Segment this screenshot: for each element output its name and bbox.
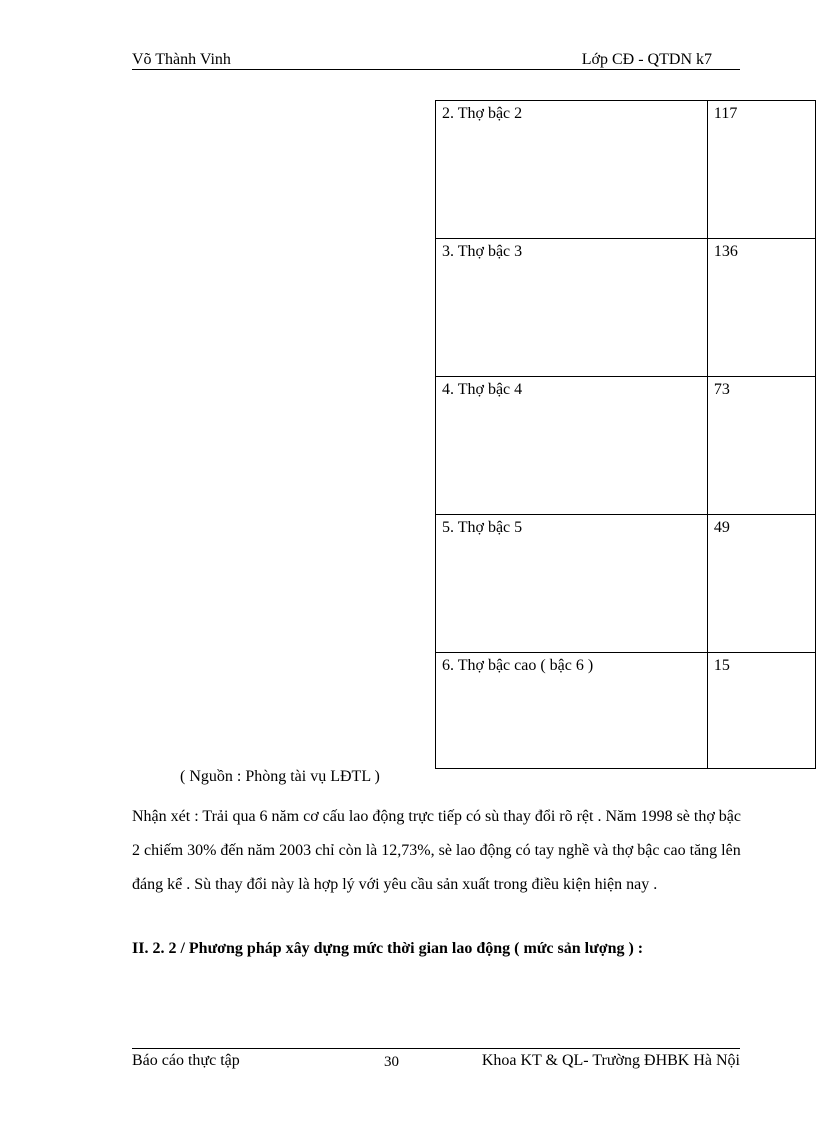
table-cell-value: 136 <box>707 239 815 377</box>
table-cell-label: 3. Thợ bậc 3 <box>436 239 708 377</box>
table-cell-value: 117 <box>707 101 815 239</box>
table-cell-label: 2. Thợ bậc 2 <box>436 101 708 239</box>
table-cell-value: 73 <box>707 377 815 515</box>
table-cell-value: 15 <box>707 653 815 769</box>
table-row <box>436 515 816 653</box>
table-cell-label: 4. Thợ bậc 4 <box>436 377 708 515</box>
header-author: Võ Thành Vinh <box>132 51 231 68</box>
page-footer <box>132 1048 740 1070</box>
header-class: Lớp CĐ - QTDN k7 <box>581 51 712 68</box>
table-row <box>436 653 816 769</box>
table-source: ( Nguồn : Phòng tài vụ LĐTL ) <box>180 768 380 785</box>
page-number: 30 <box>384 1054 399 1070</box>
table-cell-label: 6. Thợ bậc cao ( bậc 6 ) <box>436 653 708 769</box>
table-row <box>436 377 816 515</box>
table-cell-label: 5. Thợ bậc 5 <box>436 515 708 653</box>
page-header <box>132 50 740 70</box>
section-heading: II. 2. 2 / Phương pháp xây dựng mức thời gian lao động ( mức sản lượng ) : <box>132 940 644 957</box>
comment-paragraph: Nhận xét : Trải qua 6 năm cơ cấu lao động trực tiếp có sù thay đổi rõ rệt . Năm 1998 sè thợ bậc 2 chiếm 30% đến năm 2003 chỉ còn là 12,73%, sè lao động có tay nghề và thợ bậc cao tăng lên đáng kể . Sù thay đổi này là hợp lý với yêu cầu sản xuất trong điều kiện hiện nay . <box>132 808 742 893</box>
table-row <box>436 239 816 377</box>
footer-left: Báo cáo thực tập <box>132 1052 240 1069</box>
footer-right: Khoa KT & QL- Trường ĐHBK Hà Nội <box>481 1052 740 1069</box>
table-row <box>436 101 816 239</box>
worker-grade-table <box>435 100 816 769</box>
table-cell-value: 49 <box>707 515 815 653</box>
